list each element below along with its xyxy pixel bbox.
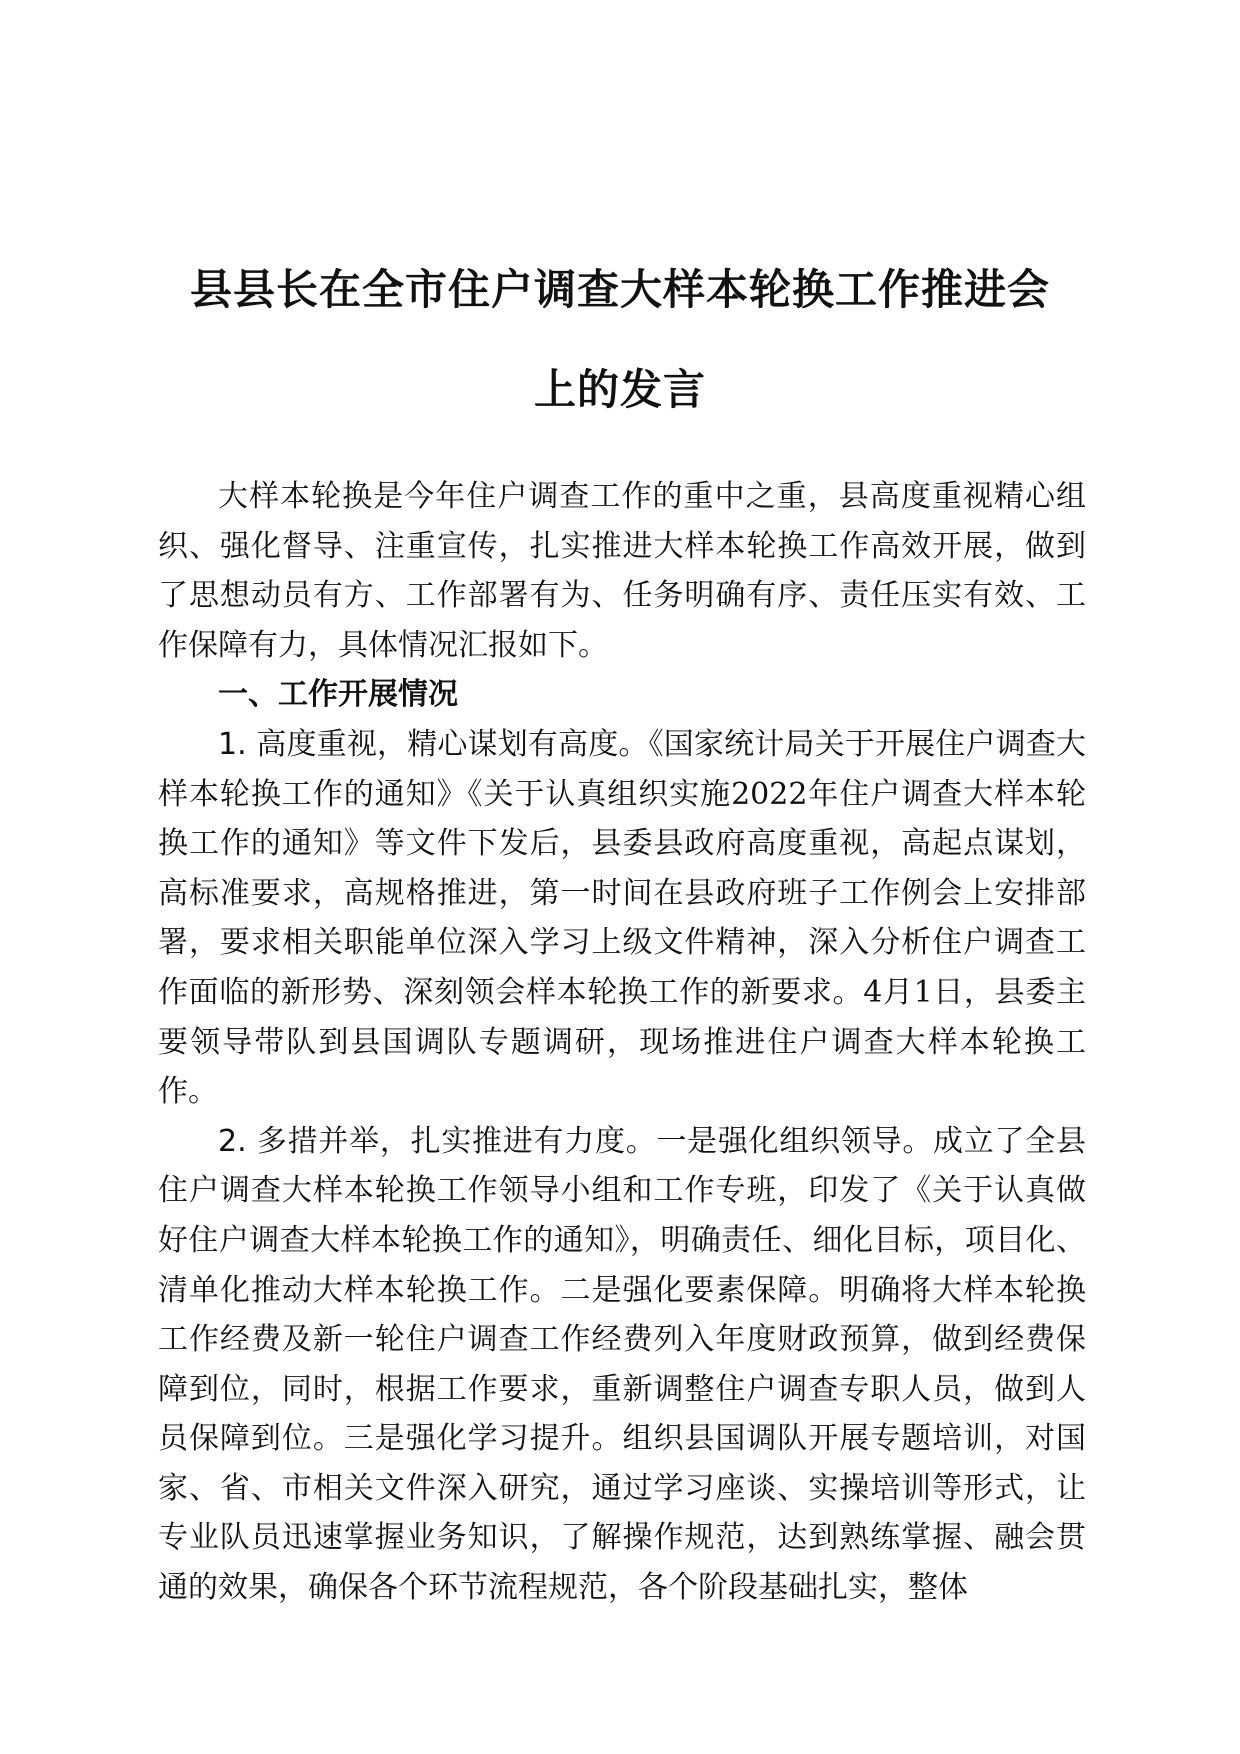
intro-paragraph: 大样本轮换是今年住户调查工作的重中之重，县高度重视精心组织、强化督导、注重宣传，扎实推进大样本轮换工作高效开展，做到了思想动员有方、工作部署有为、任务明确有序、责任压实有效、工作保障有力，具体情况汇报如下。 bbox=[158, 479, 1086, 663]
item-2-text: 一是强化组织领导。成立了全县住户调查大样本轮换工作领导小组和工作专班，印发了《关于认真做好住户调查大样本轮换工作的通知》，明确责任、细化目标，项目化、清单化推动大样本轮换工作。二是强化要素保障。明确将大样本轮换工作经费及新一轮住户调查工作经费列入年度财政预算，做到经费保障到位，同时，根据工作要求，重新调整住户调查专职人员，做到人员保障到位。三是强化学习提升。组织县国调队开展专题培训，对国家、省、市相关文件深入研究，通过学习座谈、实操培训等形式，让专业队员迅速掌握业务知识，了解操作规范，达到熟练掌握、融会贯通的效果，确保各个环节流程规范，各个阶段基础扎实，整体 bbox=[158, 1123, 1086, 1606]
document-title bbox=[140, 240, 1100, 440]
item-2-lead: 2. 多措并举，扎实推进有力度。 bbox=[218, 1123, 657, 1159]
item-1-paragraph bbox=[158, 720, 1086, 1117]
item-2-paragraph bbox=[158, 1117, 1086, 1613]
item-1-text: 《国家统计局关于开展住户调查大样本轮换工作的通知》《关于认真组织实施2022年住户调查大样本轮换工作的通知》等文件下发后，县委县政府高度重视，高起点谋划，高标准要求，高规格推进，第一时间在县政府班子工作例会上安排部署，要求相关职能单位深入学习上级文件精神，深入分析住户调查工作面临的新形势、深刻领会样本轮换工作的新要求。4月1日，县委主要领导带队到县国调队专题调研，现场推进住户调查大样本轮换工作。 bbox=[158, 726, 1086, 1110]
section-heading: 一、工作开展情况 bbox=[218, 677, 458, 713]
title-line-1: 县县长在全市住户调查大样本轮换工作推进会 bbox=[189, 265, 1050, 314]
document-body bbox=[158, 472, 1086, 1613]
title-line-2: 上的发言 bbox=[533, 365, 706, 414]
item-1-lead: 1. 高度重视，精心谋划有高度。 bbox=[218, 726, 649, 762]
